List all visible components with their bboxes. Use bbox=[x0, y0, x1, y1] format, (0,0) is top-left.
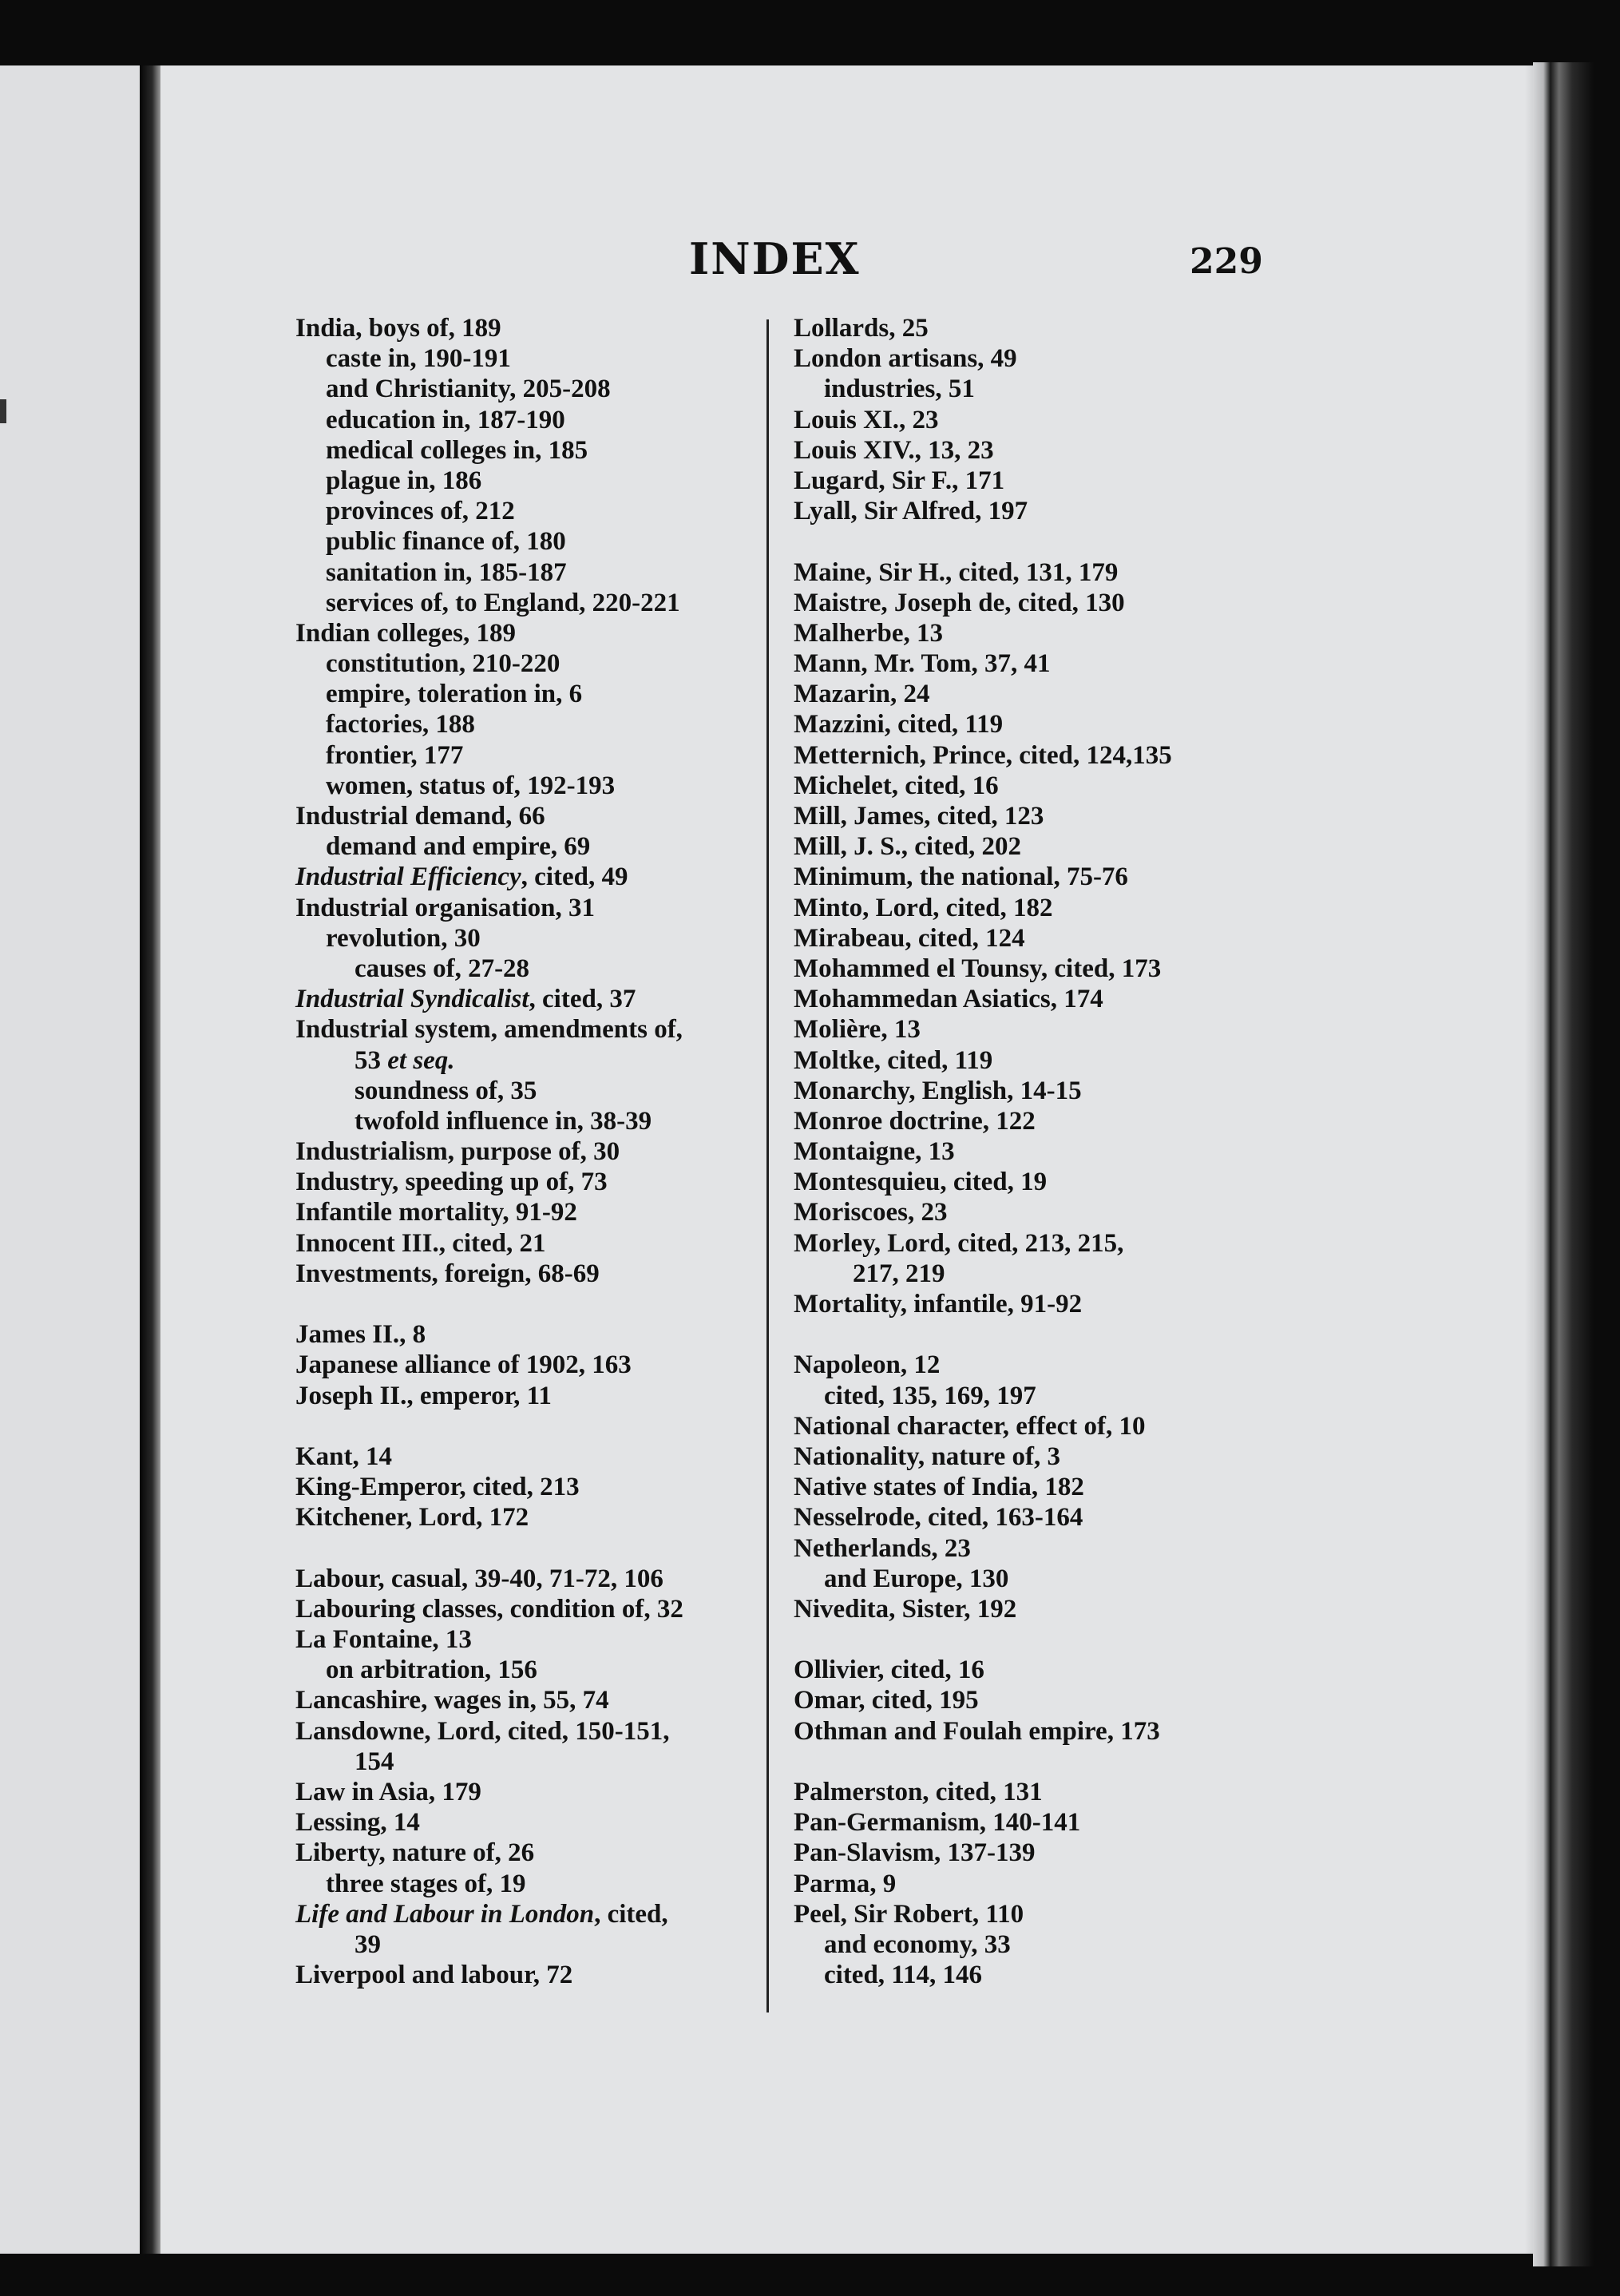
index-entry: Malherbe, 13 bbox=[794, 618, 943, 648]
index-gap bbox=[794, 1747, 1289, 1777]
index-subentry: public finance of, 180 bbox=[326, 527, 566, 557]
index-entry: Japanese alliance of 1902, 163 bbox=[295, 1350, 632, 1380]
index-entry: Michelet, cited, 16 bbox=[794, 771, 999, 800]
index-gap bbox=[295, 1289, 759, 1319]
index-subentry: cited, 135, 169, 197 bbox=[824, 1381, 1036, 1410]
column-divider bbox=[766, 319, 769, 2012]
italic-title: Industrial Syndicalist bbox=[295, 985, 529, 1014]
index-subentry: industries, 51 bbox=[824, 375, 975, 404]
index-subentry: women, status of, 192-193 bbox=[326, 771, 616, 800]
index-entry: Molière, 13 bbox=[794, 1015, 921, 1045]
index-entry: Moltke, cited, 119 bbox=[794, 1045, 993, 1075]
index-entry: Pan-Slavism, 137-139 bbox=[794, 1838, 1036, 1868]
index-entry: Investments, foreign, 68-69 bbox=[295, 1259, 600, 1288]
page-number: 229 bbox=[1190, 241, 1263, 282]
index-entry: Metternich, Prince, cited, 124,135 bbox=[794, 740, 1172, 770]
index-column-left bbox=[295, 313, 759, 1990]
index-gap bbox=[794, 1624, 1289, 1655]
index-entry: Mazarin, 24 bbox=[794, 680, 930, 709]
index-subentry: constitution, 210-220 bbox=[326, 649, 560, 679]
index-gap bbox=[794, 526, 1289, 557]
index-entry: Montesquieu, cited, 19 bbox=[794, 1168, 1048, 1197]
index-subentry: 39 bbox=[354, 1929, 381, 1959]
italic-title: Life and Labour in London bbox=[295, 1899, 595, 1929]
index-entry: Pan-Germanism, 140-141 bbox=[794, 1808, 1081, 1838]
index-entry: Joseph II., emperor, 11 bbox=[295, 1381, 552, 1410]
running-title: INDEX bbox=[689, 233, 861, 284]
index-subentry: caste in, 190-191 bbox=[326, 344, 511, 374]
index-entry: Omar, cited, 195 bbox=[794, 1686, 979, 1715]
index-entry: Industrial demand, 66 bbox=[295, 802, 545, 831]
index-subentry: and Christianity, 205-208 bbox=[326, 375, 611, 404]
index-entry: La Fontaine, 13 bbox=[295, 1625, 472, 1655]
index-subentry: 154 bbox=[354, 1747, 394, 1776]
index-entry: Nationality, nature of, 3 bbox=[794, 1441, 1060, 1471]
index-entry: Moriscoes, 23 bbox=[794, 1198, 948, 1227]
index-entry: Labouring classes, condition of, 32 bbox=[295, 1594, 683, 1624]
index-entry: James II., 8 bbox=[295, 1320, 426, 1350]
index-entry: Industry, speeding up of, 73 bbox=[295, 1168, 608, 1197]
book-gutter-shadow bbox=[140, 65, 160, 2254]
index-entry: Kitchener, Lord, 172 bbox=[295, 1503, 529, 1533]
index-entry: Monarchy, English, 14-15 bbox=[794, 1076, 1082, 1105]
index-subentry: on arbitration, 156 bbox=[326, 1656, 537, 1685]
index-entry: Maistre, Joseph de, cited, 130 bbox=[794, 588, 1125, 617]
index-subentry: 217, 219 bbox=[853, 1259, 945, 1288]
index-entry: Palmerston, cited, 131 bbox=[794, 1778, 1043, 1806]
index-entry: Ollivier, cited, 16 bbox=[794, 1656, 984, 1685]
index-entry: Life and Labour in London, cited, bbox=[295, 1899, 668, 1929]
index-entry: Nesselrode, cited, 163-164 bbox=[794, 1503, 1083, 1533]
index-entry: London artisans, 49 bbox=[794, 344, 1017, 374]
index-entry: Liverpool and labour, 72 bbox=[295, 1961, 573, 1990]
index-subentry: plague in, 186 bbox=[326, 466, 482, 495]
stray-print-mark bbox=[0, 399, 6, 423]
index-entry: Netherlands, 23 bbox=[794, 1533, 971, 1563]
index-entry: Industrial Syndicalist, cited, 37 bbox=[295, 985, 636, 1014]
index-subentry: causes of, 27-28 bbox=[354, 954, 530, 983]
index-entry: Mirabeau, cited, 124 bbox=[794, 923, 1025, 953]
index-subentry: revolution, 30 bbox=[326, 923, 481, 953]
index-subentry: and Europe, 130 bbox=[824, 1564, 1009, 1593]
index-subentry: 53 et seq. bbox=[354, 1045, 455, 1075]
index-entry: Infantile mortality, 91-92 bbox=[295, 1198, 577, 1227]
index-entry: Minto, Lord, cited, 182 bbox=[794, 893, 1053, 922]
index-entry: Lessing, 14 bbox=[295, 1808, 420, 1838]
index-entry: Louis XIV., 13, 23 bbox=[794, 435, 994, 465]
index-entry: Mohammedan Asiatics, 174 bbox=[794, 985, 1103, 1014]
index-entry: Lollards, 25 bbox=[794, 314, 929, 343]
italic-title: et seq. bbox=[387, 1045, 455, 1075]
index-entry: Lugard, Sir F., 171 bbox=[794, 466, 1005, 495]
index-column-right bbox=[794, 313, 1289, 1990]
index-subentry: three stages of, 19 bbox=[326, 1869, 526, 1898]
index-gap bbox=[794, 1319, 1289, 1350]
index-entry: Maine, Sir H., cited, 131, 179 bbox=[794, 557, 1119, 587]
index-entry: India, boys of, 189 bbox=[295, 314, 501, 343]
index-entry: Lancashire, wages in, 55, 74 bbox=[295, 1686, 609, 1715]
index-entry: Peel, Sir Robert, 110 bbox=[794, 1899, 1024, 1929]
index-subentry: frontier, 177 bbox=[326, 740, 464, 770]
index-entry: Nivedita, Sister, 192 bbox=[794, 1594, 1017, 1624]
index-entry: Lansdowne, Lord, cited, 150-151, bbox=[295, 1716, 670, 1746]
index-entry: Monroe doctrine, 122 bbox=[794, 1106, 1036, 1136]
index-entry: Lyall, Sir Alfred, 197 bbox=[794, 497, 1028, 526]
index-entry: Parma, 9 bbox=[794, 1869, 897, 1898]
index-entry: Minimum, the national, 75-76 bbox=[794, 862, 1128, 892]
index-entry: Montaigne, 13 bbox=[794, 1137, 955, 1167]
index-entry: Morley, Lord, cited, 213, 215, bbox=[794, 1228, 1124, 1258]
index-entry: National character, effect of, 10 bbox=[794, 1411, 1146, 1441]
index-gap bbox=[295, 1533, 759, 1564]
index-entry: Mill, J. S., cited, 202 bbox=[794, 832, 1022, 862]
index-entry: Mann, Mr. Tom, 37, 41 bbox=[794, 649, 1051, 679]
index-entry: Innocent III., cited, 21 bbox=[295, 1228, 546, 1258]
index-entry: Liberty, nature of, 26 bbox=[295, 1838, 535, 1868]
index-entry: Industrial Efficiency, cited, 49 bbox=[295, 862, 628, 892]
index-subentry: services of, to England, 220-221 bbox=[326, 588, 680, 617]
book-fore-edge bbox=[1533, 62, 1620, 2266]
index-gap bbox=[295, 1411, 759, 1441]
index-entry: Law in Asia, 179 bbox=[295, 1778, 481, 1806]
index-entry: Industrial organisation, 31 bbox=[295, 893, 595, 922]
index-entry: Labour, casual, 39-40, 71-72, 106 bbox=[295, 1564, 663, 1593]
index-entry: Louis XI., 23 bbox=[794, 405, 939, 434]
index-subentry: and economy, 33 bbox=[824, 1929, 1011, 1959]
index-entry: Mohammed el Tounsy, cited, 173 bbox=[794, 954, 1162, 983]
index-entry: Industrial system, amendments of, bbox=[295, 1015, 683, 1045]
index-entry: Native states of India, 182 bbox=[794, 1473, 1084, 1502]
index-subentry: provinces of, 212 bbox=[326, 497, 515, 526]
index-entry: Othman and Foulah empire, 173 bbox=[794, 1716, 1160, 1746]
italic-title: Industrial Efficiency bbox=[295, 862, 521, 892]
index-entry: Mortality, infantile, 91-92 bbox=[794, 1290, 1083, 1319]
index-entry: Kant, 14 bbox=[295, 1441, 393, 1471]
index-subentry: factories, 188 bbox=[326, 710, 475, 740]
index-subentry: cited, 114, 146 bbox=[824, 1961, 982, 1990]
index-entry: Napoleon, 12 bbox=[794, 1350, 941, 1380]
index-subentry: empire, toleration in, 6 bbox=[326, 680, 583, 709]
index-entry: King-Emperor, cited, 213 bbox=[295, 1473, 580, 1502]
index-subentry: medical colleges in, 185 bbox=[326, 435, 588, 465]
index-subentry: soundness of, 35 bbox=[354, 1076, 537, 1105]
index-subentry: twofold influence in, 38-39 bbox=[354, 1106, 652, 1136]
index-subentry: sanitation in, 185-187 bbox=[326, 557, 567, 587]
index-entry: Mill, James, cited, 123 bbox=[794, 802, 1044, 831]
index-subentry: education in, 187-190 bbox=[326, 405, 565, 434]
index-entry: Mazzini, cited, 119 bbox=[794, 710, 1004, 740]
previous-page-edge bbox=[0, 65, 140, 2254]
index-subentry: demand and empire, 69 bbox=[326, 832, 591, 862]
index-entry: Industrialism, purpose of, 30 bbox=[295, 1137, 620, 1167]
index-entry: Indian colleges, 189 bbox=[295, 618, 516, 648]
